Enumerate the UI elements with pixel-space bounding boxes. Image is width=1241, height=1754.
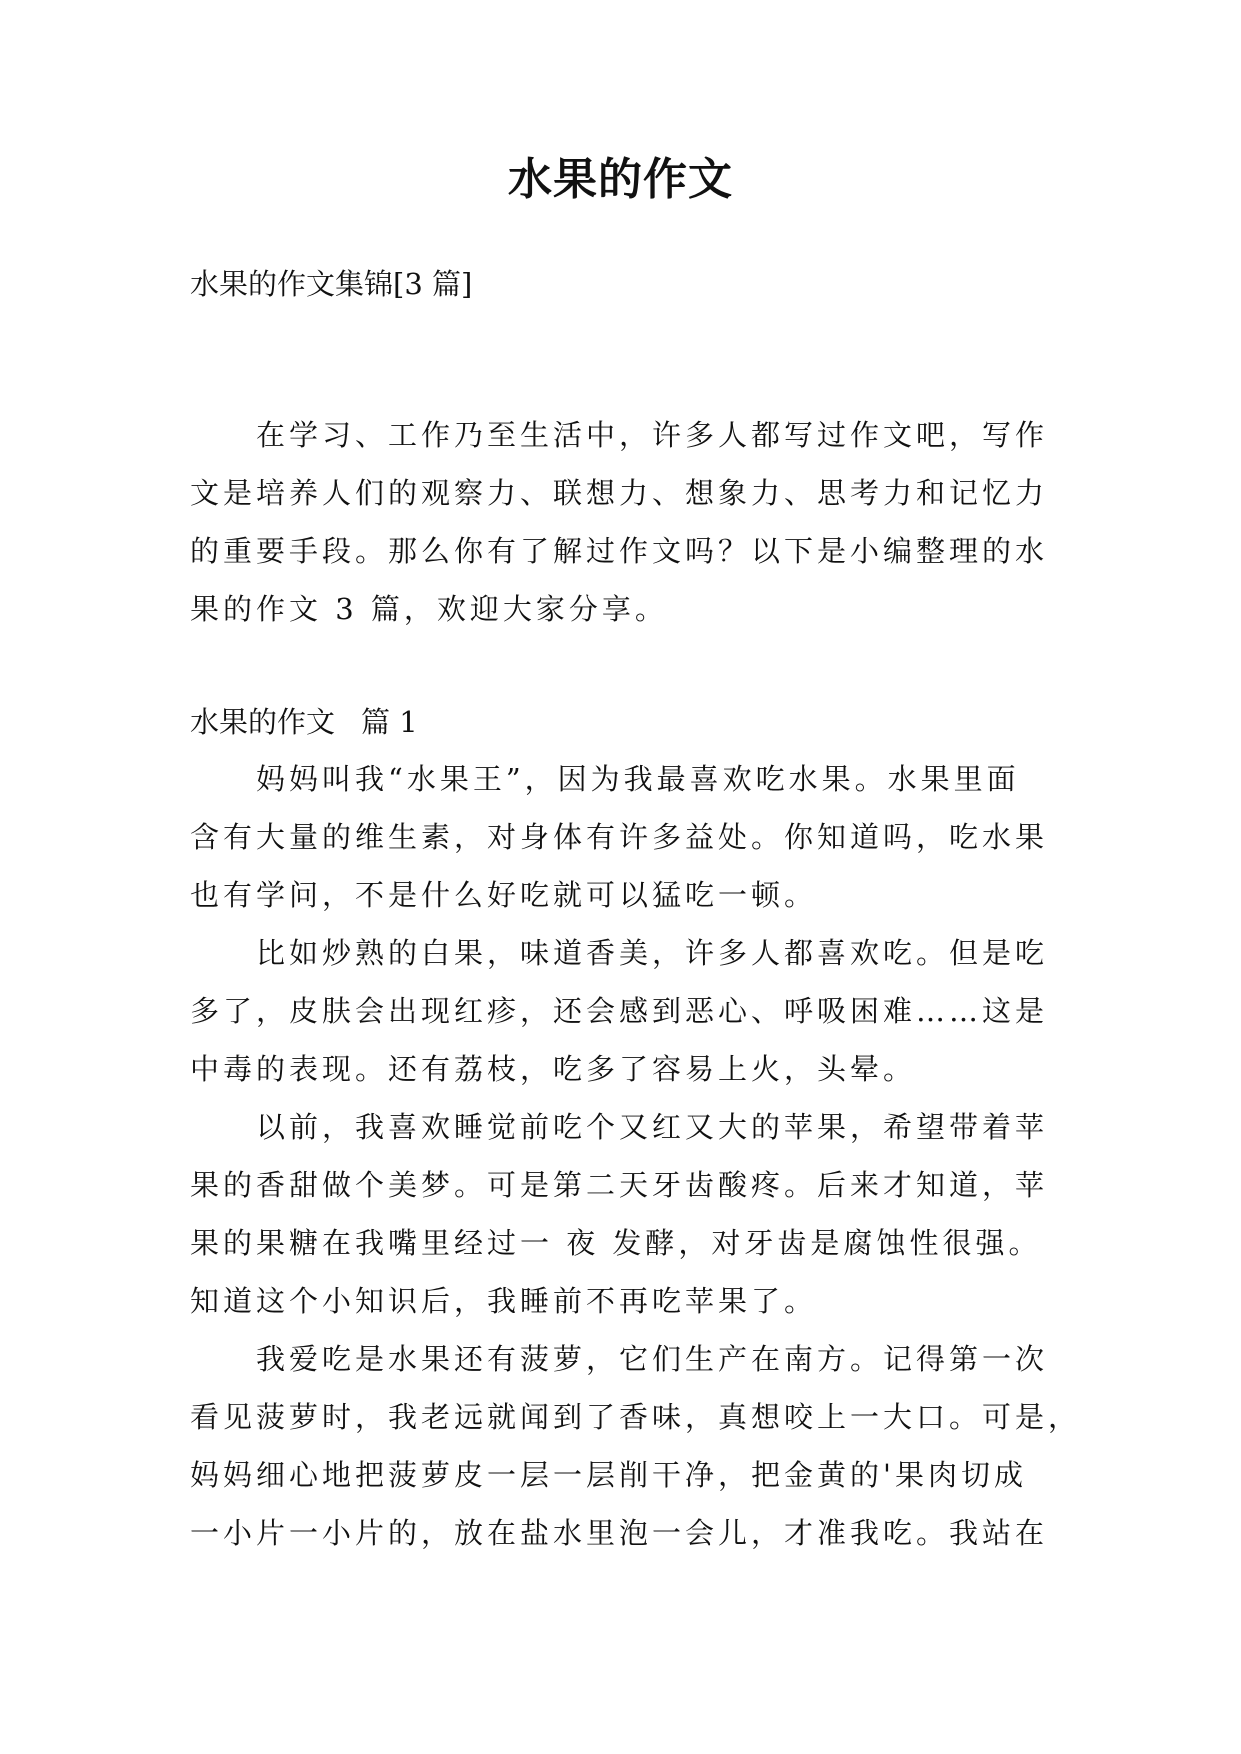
text-line: 妈妈叫我“水果王”，因为我最喜欢吃水果。水果里面 xyxy=(256,762,1020,796)
text-line: 果的果糖在我嘴里经过一 夜 发酵，对牙齿是腐蚀性很强。 xyxy=(190,1226,1042,1260)
text-line: 在学习、工作乃至生活中，许多人都写过作文吧，写作 xyxy=(256,418,1049,452)
section-heading xyxy=(190,700,418,744)
text-line: 一小片一小片的，放在盐水里泡一会儿，才准我吃。我站在 xyxy=(190,1516,1049,1550)
text-line: 中毒的表现。还有荔枝，吃多了容易上火，头晕。 xyxy=(190,1052,917,1086)
text-line: 也有学问，不是什么好吃就可以猛吃一顿。 xyxy=(190,878,818,912)
text-line: 看见菠萝时，我老远就闻到了香味，真想咬上一大口。可是， xyxy=(190,1400,1082,1434)
text-line: 的重要手段。那么你有了解过作文吗？以下是小编整理的水 xyxy=(190,534,1049,568)
text-line: 我爱吃是水果还有菠萝，它们生产在南方。记得第一次 xyxy=(256,1342,1049,1376)
body-paragraph xyxy=(190,750,1050,924)
section-heading-number: 篇 1 xyxy=(361,705,418,739)
text-line: 文是培养人们的观察力、联想力、想象力、思考力和记忆力 xyxy=(190,476,1049,510)
text-line: 含有大量的维生素，对身体有许多益处。你知道吗，吃水果 xyxy=(190,820,1049,854)
body-paragraph xyxy=(190,1330,1082,1562)
text-line: 以前，我喜欢睡觉前吃个又红又大的苹果，希望带着苹 xyxy=(256,1110,1049,1144)
text-line: 多了，皮肤会出现红疹，还会感到恶心、呼吸困难……这是 xyxy=(190,994,1049,1028)
body-paragraph xyxy=(190,1098,1050,1330)
text-line: 妈妈细心地把菠萝皮一层一层削干净，把金黄的'果肉切成 xyxy=(190,1458,1027,1492)
text-line: 比如炒熟的白果，味道香美，许多人都喜欢吃。但是吃 xyxy=(256,936,1049,970)
intro-paragraph xyxy=(190,406,1050,638)
text-line: 果的香甜做个美梦。可是第二天牙齿酸疼。后来才知道，苹 xyxy=(190,1168,1049,1202)
text-line: 知道这个小知识后，我睡前不再吃苹果了。 xyxy=(190,1284,818,1318)
body-paragraph xyxy=(190,924,1050,1098)
section-heading-title: 水果的作文 xyxy=(190,705,336,739)
text-line: 果的作文 3 篇，欢迎大家分享。 xyxy=(190,592,668,626)
page-title: 水果的作文 xyxy=(508,154,733,205)
document-subtitle: 水果的作文集锦[3 篇] xyxy=(190,267,473,301)
